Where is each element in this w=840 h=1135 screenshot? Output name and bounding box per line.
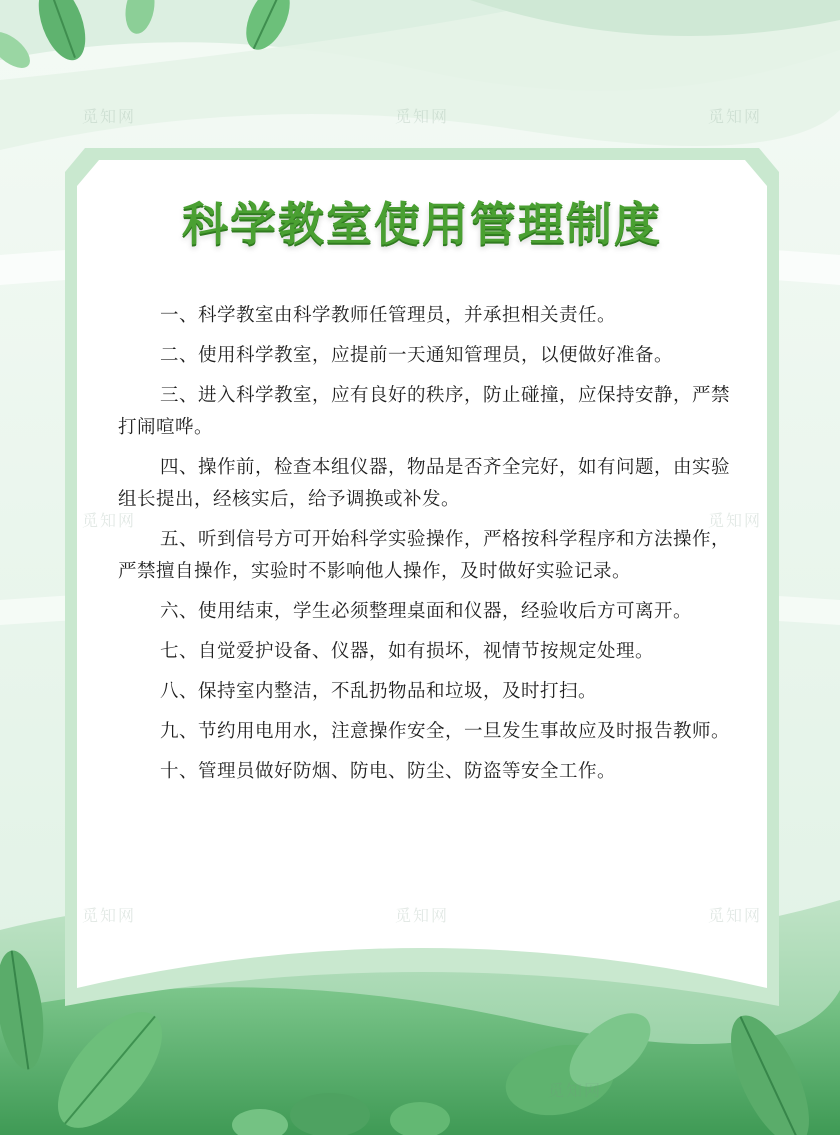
rules-list [118, 300, 740, 796]
rule-item: 二、使用科学教室，应提前一天通知管理员，以便做好准备。 [160, 345, 674, 366]
rule-item: 七、自觉爱护设备、仪器，如有损坏，视情节按规定处理。 [160, 641, 655, 662]
rule-item: 五、听到信号方可开始科学实验操作，严格按科学程序和方法操作，严禁擅自操作，实验时不影响他人操作，及时做好实验记录。 [118, 529, 731, 582]
rule-item: 六、使用结束，学生必须整理桌面和仪器，经验收后方可离开。 [160, 601, 693, 622]
rule-item: 四、操作前，检查本组仪器，物品是否齐全完好，如有问题，由实验组长提出，经核实后，给予调换或补发。 [118, 457, 731, 510]
watermark: 觅知网 [708, 107, 763, 126]
watermark: 觅知网 [708, 511, 763, 530]
rule-item: 一、科学教室由科学教师任管理员，并承担相关责任。 [160, 305, 617, 326]
watermark: 觅知网 [82, 107, 137, 126]
page-title: 科学教室使用管理制度 [182, 197, 662, 251]
rule-item: 九、节约用电用水，注意操作安全，一旦发生事故应及时报告教师。 [160, 721, 731, 742]
watermark: 觅知网 [708, 906, 763, 925]
rule-item: 十、管理员做好防烟、防电、防尘、防盗等安全工作。 [160, 761, 617, 782]
watermark: 觅知网 [395, 107, 450, 126]
watermark: 觅知网 [82, 511, 137, 530]
watermark: 觅知网 [548, 1081, 603, 1100]
watermark: 觅知网 [82, 906, 137, 925]
rule-item: 八、保持室内整洁，不乱扔物品和垃圾，及时打扫。 [160, 681, 598, 702]
rule-item: 三、进入科学教室，应有良好的秩序，防止碰撞，应保持安静，严禁打闹喧哗。 [118, 385, 731, 438]
watermark: 觅知网 [395, 906, 450, 925]
